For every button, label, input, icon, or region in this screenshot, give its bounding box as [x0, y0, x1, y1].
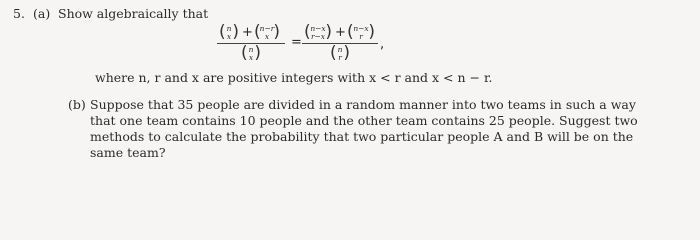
- plus-sign: +: [242, 25, 253, 40]
- binom-top: n−x: [353, 24, 369, 33]
- part-b-line: methods to calculate the probability that two particular people A and B will be on the: [90, 129, 634, 144]
- binom-top: n: [248, 45, 254, 54]
- identity-equation: [215, 23, 495, 63]
- part-b-line: Suppose that 35 people are divided in a random manner into two teams in such a way: [90, 97, 636, 112]
- equals-sign: =: [291, 35, 302, 50]
- binom-bottom: x: [264, 32, 270, 41]
- binom-n-x-denominator: ( n x ): [241, 43, 261, 63]
- part-b-label: (b): [68, 97, 86, 112]
- part-b-line: that one team contains 10 people and the other team contains 25 people. Suggest two: [90, 113, 638, 128]
- binom-bottom: r: [338, 53, 342, 62]
- lhs-fraction-bar: [217, 43, 285, 44]
- binom-top: n: [337, 45, 343, 54]
- part-a-label: (a): [33, 6, 51, 21]
- binom-n-minus-x-r: ( n−x r ): [347, 22, 375, 42]
- plus-sign: +: [335, 25, 346, 40]
- binom-top: n−r: [259, 24, 275, 33]
- binom-top: n: [226, 24, 232, 33]
- question-number: 5.: [13, 6, 25, 21]
- binom-n-x: ( n x ): [219, 22, 239, 42]
- binom-bottom: x: [248, 53, 254, 62]
- part-a-instruction: Show algebraically that: [58, 6, 209, 21]
- binom-n-minus-x-r-minus-x: ( n−x r−x ): [304, 22, 332, 42]
- binom-top: n−x: [310, 24, 326, 33]
- binom-n-r-denominator: ( n r ): [330, 43, 350, 63]
- binom-bottom: x: [226, 32, 232, 41]
- binom-n-minus-r-x: ( n−r x ): [254, 22, 280, 42]
- trailing-comma: ,: [380, 37, 385, 52]
- binom-bottom: r−x: [310, 32, 326, 41]
- rhs-fraction-bar: [302, 43, 378, 44]
- binom-bottom: r: [359, 32, 363, 41]
- part-b-line: same team?: [90, 145, 166, 160]
- part-a-condition: where n, r and x are positive integers with x < r and x < n − r.: [95, 70, 493, 85]
